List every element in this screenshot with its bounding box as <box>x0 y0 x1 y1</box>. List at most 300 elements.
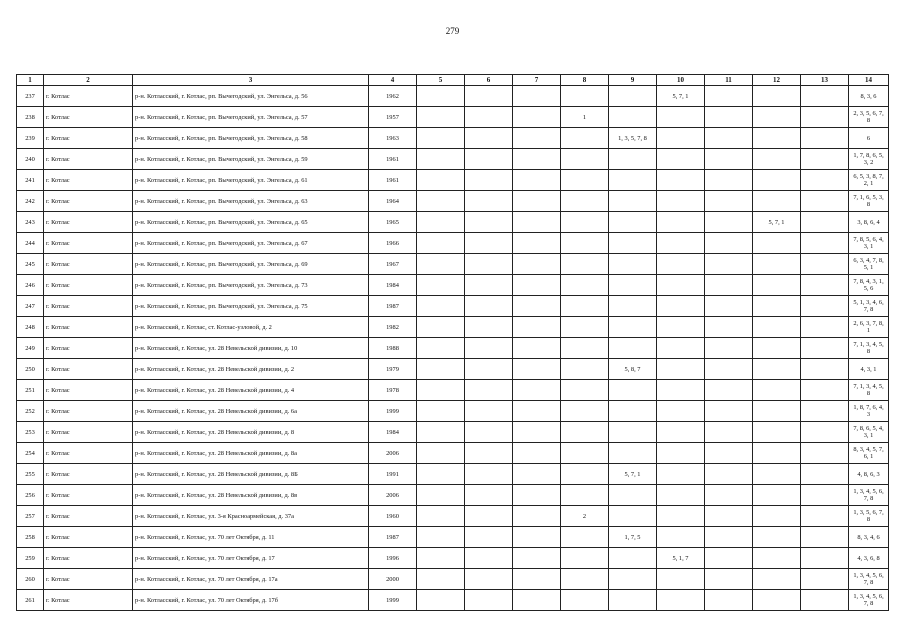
col11-cell <box>705 590 753 611</box>
col10-cell <box>657 296 705 317</box>
row-number: 251 <box>17 380 44 401</box>
address-cell: р-н. Котласский, г. Котлас, ул. 70 лет Октября, д. 17б <box>133 590 369 611</box>
address-cell: р-н. Котласский, г. Котлас, рп. Вычегодский, ул. Энгельса, д. 67 <box>133 233 369 254</box>
col5-cell <box>417 527 465 548</box>
col9-cell <box>609 569 657 590</box>
col12-cell <box>753 191 801 212</box>
row-number: 258 <box>17 527 44 548</box>
col12-cell <box>753 359 801 380</box>
col5-cell <box>417 233 465 254</box>
col14-cell: 8, 3, 4, 6 <box>849 527 889 548</box>
col12-cell <box>753 317 801 338</box>
year-cell: 1964 <box>369 191 417 212</box>
year-cell: 2000 <box>369 569 417 590</box>
col12-cell <box>753 338 801 359</box>
col9-cell <box>609 443 657 464</box>
table-body <box>17 86 889 611</box>
row-number: 238 <box>17 107 44 128</box>
col10-cell <box>657 254 705 275</box>
col6-cell <box>465 128 513 149</box>
year-cell: 1999 <box>369 401 417 422</box>
col5-cell <box>417 338 465 359</box>
col5-cell <box>417 275 465 296</box>
col10-cell <box>657 464 705 485</box>
col6-cell <box>465 107 513 128</box>
col7-cell <box>513 128 561 149</box>
city-cell: г. Котлас <box>44 275 133 296</box>
column-header-5: 5 <box>417 75 465 86</box>
col14-cell: 3, 8, 6, 4 <box>849 212 889 233</box>
col7-cell <box>513 275 561 296</box>
col12-cell <box>753 401 801 422</box>
col13-cell <box>801 380 849 401</box>
col11-cell <box>705 485 753 506</box>
year-cell: 1984 <box>369 422 417 443</box>
col6-cell <box>465 338 513 359</box>
col13-cell <box>801 128 849 149</box>
column-header-10: 10 <box>657 75 705 86</box>
col8-cell <box>561 296 609 317</box>
col13-cell <box>801 506 849 527</box>
table-row <box>17 359 889 380</box>
city-cell: г. Котлас <box>44 212 133 233</box>
year-cell: 1987 <box>369 296 417 317</box>
col14-cell: 1, 8, 7, 6, 4, 3 <box>849 401 889 422</box>
row-number: 252 <box>17 401 44 422</box>
col8-cell: 1 <box>561 107 609 128</box>
col5-cell <box>417 548 465 569</box>
col7-cell <box>513 401 561 422</box>
col14-cell: 1, 3, 5, 6, 7, 8 <box>849 506 889 527</box>
col12-cell <box>753 485 801 506</box>
col13-cell <box>801 191 849 212</box>
col6-cell <box>465 569 513 590</box>
col7-cell <box>513 254 561 275</box>
col7-cell <box>513 422 561 443</box>
address-cell: р-н. Котласский, г. Котлас, ул. 28 Невельской дивизии, д. 8в <box>133 485 369 506</box>
table-row <box>17 527 889 548</box>
year-cell: 1961 <box>369 170 417 191</box>
col13-cell <box>801 317 849 338</box>
col6-cell <box>465 401 513 422</box>
col10-cell <box>657 485 705 506</box>
city-cell: г. Котлас <box>44 380 133 401</box>
col7-cell <box>513 233 561 254</box>
col5-cell <box>417 254 465 275</box>
col14-cell: 6, 5, 3, 8, 7, 2, 1 <box>849 170 889 191</box>
col13-cell <box>801 338 849 359</box>
col8-cell <box>561 233 609 254</box>
col5-cell <box>417 422 465 443</box>
col11-cell <box>705 422 753 443</box>
column-header-12: 12 <box>753 75 801 86</box>
city-cell: г. Котлас <box>44 485 133 506</box>
table-row <box>17 422 889 443</box>
column-header-4: 4 <box>369 75 417 86</box>
address-cell: р-н. Котласский, г. Котлас, рп. Вычегодский, ул. Энгельса, д. 61 <box>133 170 369 191</box>
col9-cell <box>609 506 657 527</box>
col7-cell <box>513 527 561 548</box>
city-cell: г. Котлас <box>44 506 133 527</box>
address-cell: р-н. Котласский, г. Котлас, ул. 28 Невельской дивизии, д. 10 <box>133 338 369 359</box>
col6-cell <box>465 359 513 380</box>
col7-cell <box>513 485 561 506</box>
col10-cell <box>657 212 705 233</box>
col6-cell <box>465 149 513 170</box>
city-cell: г. Котлас <box>44 338 133 359</box>
col6-cell <box>465 506 513 527</box>
col12-cell <box>753 506 801 527</box>
row-number: 259 <box>17 548 44 569</box>
table-row <box>17 212 889 233</box>
col5-cell <box>417 380 465 401</box>
col10-cell <box>657 569 705 590</box>
col13-cell <box>801 443 849 464</box>
address-cell: р-н. Котласский, г. Котлас, рп. Вычегодский, ул. Энгельса, д. 73 <box>133 275 369 296</box>
col10-cell <box>657 149 705 170</box>
col7-cell <box>513 170 561 191</box>
header-row <box>17 75 889 86</box>
address-cell: р-н. Котласский, г. Котлас, рп. Вычегодский, ул. Энгельса, д. 75 <box>133 296 369 317</box>
col12-cell <box>753 128 801 149</box>
col6-cell <box>465 380 513 401</box>
row-number: 255 <box>17 464 44 485</box>
col7-cell <box>513 506 561 527</box>
row-number: 249 <box>17 338 44 359</box>
col12-cell <box>753 590 801 611</box>
city-cell: г. Котлас <box>44 443 133 464</box>
col8-cell <box>561 380 609 401</box>
col13-cell <box>801 296 849 317</box>
col8-cell <box>561 317 609 338</box>
col9-cell <box>609 338 657 359</box>
city-cell: г. Котлас <box>44 128 133 149</box>
col9-cell <box>609 548 657 569</box>
address-cell: р-н. Котласский, г. Котлас, ул. 3-я Красноармейская, д. 37а <box>133 506 369 527</box>
col5-cell <box>417 590 465 611</box>
col7-cell <box>513 191 561 212</box>
city-cell: г. Котлас <box>44 569 133 590</box>
col11-cell <box>705 254 753 275</box>
col7-cell <box>513 548 561 569</box>
col11-cell <box>705 86 753 107</box>
col12-cell <box>753 254 801 275</box>
address-cell: р-н. Котласский, г. Котлас, ул. 28 Невельской дивизии, д. 8а <box>133 443 369 464</box>
col9-cell <box>609 149 657 170</box>
col11-cell <box>705 380 753 401</box>
address-cell: р-н. Котласский, г. Котлас, ул. 28 Невельской дивизии, д. 2 <box>133 359 369 380</box>
address-cell: р-н. Котласский, г. Котлас, ул. 70 лет Октября, д. 11 <box>133 527 369 548</box>
col8-cell <box>561 86 609 107</box>
col5-cell <box>417 317 465 338</box>
col14-cell: 8, 3, 6 <box>849 86 889 107</box>
col9-cell <box>609 170 657 191</box>
row-number: 241 <box>17 170 44 191</box>
address-cell: р-н. Котласский, г. Котлас, рп. Вычегодский, ул. Энгельса, д. 57 <box>133 107 369 128</box>
col7-cell <box>513 86 561 107</box>
col11-cell <box>705 506 753 527</box>
row-number: 240 <box>17 149 44 170</box>
col10-cell <box>657 170 705 191</box>
col10-cell: 5, 7, 1 <box>657 86 705 107</box>
column-header-13: 13 <box>801 75 849 86</box>
col8-cell <box>561 191 609 212</box>
col9-cell <box>609 233 657 254</box>
col11-cell <box>705 338 753 359</box>
col14-cell: 2, 3, 5, 6, 7, 8 <box>849 107 889 128</box>
col14-cell: 6, 3, 4, 7, 8, 5, 1 <box>849 254 889 275</box>
year-cell: 1984 <box>369 275 417 296</box>
col14-cell: 7, 1, 3, 4, 5, 8 <box>849 380 889 401</box>
col6-cell <box>465 422 513 443</box>
city-cell: г. Котлас <box>44 233 133 254</box>
col13-cell <box>801 548 849 569</box>
year-cell: 1963 <box>369 128 417 149</box>
table-row <box>17 506 889 527</box>
col6-cell <box>465 170 513 191</box>
col5-cell <box>417 443 465 464</box>
col11-cell <box>705 443 753 464</box>
col8-cell <box>561 149 609 170</box>
column-header-6: 6 <box>465 75 513 86</box>
row-number: 242 <box>17 191 44 212</box>
address-cell: р-н. Котласский, г. Котлас, рп. Вычегодский, ул. Энгельса, д. 56 <box>133 86 369 107</box>
col6-cell <box>465 485 513 506</box>
col7-cell <box>513 149 561 170</box>
city-cell: г. Котлас <box>44 548 133 569</box>
col6-cell <box>465 254 513 275</box>
address-cell: р-н. Котласский, г. Котлас, рп. Вычегодский, ул. Энгельса, д. 63 <box>133 191 369 212</box>
col8-cell <box>561 569 609 590</box>
col10-cell <box>657 359 705 380</box>
col12-cell <box>753 233 801 254</box>
row-number: 256 <box>17 485 44 506</box>
col9-cell: 1, 3, 5, 7, 8 <box>609 128 657 149</box>
col8-cell <box>561 548 609 569</box>
year-cell: 2006 <box>369 443 417 464</box>
col5-cell <box>417 128 465 149</box>
address-cell: р-н. Котласский, г. Котлас, ст. Котлас-узловой, д. 2 <box>133 317 369 338</box>
row-number: 253 <box>17 422 44 443</box>
col14-cell: 8, 3, 4, 5, 7, 6, 1 <box>849 443 889 464</box>
address-cell: р-н. Котласский, г. Котлас, ул. 28 Невельской дивизии, д. 8Б <box>133 464 369 485</box>
row-number: 248 <box>17 317 44 338</box>
col10-cell <box>657 527 705 548</box>
col5-cell <box>417 464 465 485</box>
row-number: 254 <box>17 443 44 464</box>
city-cell: г. Котлас <box>44 464 133 485</box>
col13-cell <box>801 233 849 254</box>
col8-cell <box>561 254 609 275</box>
city-cell: г. Котлас <box>44 401 133 422</box>
city-cell: г. Котлас <box>44 149 133 170</box>
col11-cell <box>705 170 753 191</box>
col9-cell: 5, 7, 1 <box>609 464 657 485</box>
city-cell: г. Котлас <box>44 170 133 191</box>
col10-cell <box>657 443 705 464</box>
col14-cell: 6 <box>849 128 889 149</box>
row-number: 245 <box>17 254 44 275</box>
col9-cell <box>609 254 657 275</box>
row-number: 247 <box>17 296 44 317</box>
col11-cell <box>705 317 753 338</box>
col12-cell <box>753 170 801 191</box>
column-header-7: 7 <box>513 75 561 86</box>
col12-cell <box>753 527 801 548</box>
col6-cell <box>465 464 513 485</box>
year-cell: 1987 <box>369 527 417 548</box>
col10-cell <box>657 107 705 128</box>
col8-cell <box>561 338 609 359</box>
col13-cell <box>801 254 849 275</box>
page-number: 279 <box>445 26 460 36</box>
city-cell: г. Котлас <box>44 86 133 107</box>
col11-cell <box>705 464 753 485</box>
col8-cell <box>561 590 609 611</box>
col13-cell <box>801 212 849 233</box>
col9-cell <box>609 107 657 128</box>
col12-cell <box>753 548 801 569</box>
col10-cell <box>657 422 705 443</box>
col12-cell <box>753 569 801 590</box>
city-cell: г. Котлас <box>44 317 133 338</box>
col13-cell <box>801 107 849 128</box>
col5-cell <box>417 170 465 191</box>
col14-cell: 7, 1, 6, 5, 3, 8 <box>849 191 889 212</box>
column-header-1: 1 <box>17 75 44 86</box>
col6-cell <box>465 317 513 338</box>
col10-cell <box>657 590 705 611</box>
row-number: 261 <box>17 590 44 611</box>
address-cell: р-н. Котласский, г. Котлас, ул. 28 Невельской дивизии, д. 8 <box>133 422 369 443</box>
table-row <box>17 149 889 170</box>
city-cell: г. Котлас <box>44 359 133 380</box>
column-header-3: 3 <box>133 75 369 86</box>
col8-cell: 2 <box>561 506 609 527</box>
table-row <box>17 107 889 128</box>
col5-cell <box>417 212 465 233</box>
col11-cell <box>705 359 753 380</box>
address-cell: р-н. Котласский, г. Котлас, ул. 70 лет Октября, д. 17а <box>133 569 369 590</box>
col7-cell <box>513 569 561 590</box>
col12-cell <box>753 380 801 401</box>
col12-cell <box>753 275 801 296</box>
col14-cell: 1, 7, 8, 6, 5, 3, 2 <box>849 149 889 170</box>
col13-cell <box>801 485 849 506</box>
table-row <box>17 128 889 149</box>
col5-cell <box>417 359 465 380</box>
col13-cell <box>801 527 849 548</box>
col7-cell <box>513 338 561 359</box>
col9-cell <box>609 485 657 506</box>
address-cell: р-н. Котласский, г. Котлас, рп. Вычегодский, ул. Энгельса, д. 59 <box>133 149 369 170</box>
col14-cell: 2, 6, 3, 7, 8, 1 <box>849 317 889 338</box>
year-cell: 1979 <box>369 359 417 380</box>
col14-cell: 7, 8, 6, 5, 4, 3, 1 <box>849 422 889 443</box>
table-row <box>17 443 889 464</box>
col10-cell <box>657 128 705 149</box>
col10-cell <box>657 233 705 254</box>
table-row <box>17 590 889 611</box>
col6-cell <box>465 275 513 296</box>
col6-cell <box>465 548 513 569</box>
col7-cell <box>513 443 561 464</box>
city-cell: г. Котлас <box>44 527 133 548</box>
col10-cell <box>657 401 705 422</box>
city-cell: г. Котлас <box>44 254 133 275</box>
year-cell: 2006 <box>369 485 417 506</box>
col7-cell <box>513 359 561 380</box>
table-row <box>17 191 889 212</box>
col14-cell: 4, 3, 1 <box>849 359 889 380</box>
column-header-14: 14 <box>849 75 889 86</box>
table-row <box>17 317 889 338</box>
col7-cell <box>513 212 561 233</box>
column-header-11: 11 <box>705 75 753 86</box>
col11-cell <box>705 233 753 254</box>
row-number: 239 <box>17 128 44 149</box>
row-number: 246 <box>17 275 44 296</box>
col11-cell <box>705 548 753 569</box>
col9-cell <box>609 212 657 233</box>
col9-cell <box>609 317 657 338</box>
col11-cell <box>705 275 753 296</box>
col14-cell: 1, 3, 4, 5, 6, 7, 8 <box>849 569 889 590</box>
col10-cell <box>657 317 705 338</box>
col7-cell <box>513 107 561 128</box>
city-cell: г. Котлас <box>44 590 133 611</box>
col13-cell <box>801 464 849 485</box>
col5-cell <box>417 149 465 170</box>
table-row <box>17 338 889 359</box>
col12-cell <box>753 86 801 107</box>
col13-cell <box>801 149 849 170</box>
address-cell: р-н. Котласский, г. Котлас, рп. Вычегодский, ул. Энгельса, д. 69 <box>133 254 369 275</box>
col8-cell <box>561 443 609 464</box>
city-cell: г. Котлас <box>44 107 133 128</box>
col8-cell <box>561 128 609 149</box>
col9-cell <box>609 380 657 401</box>
year-cell: 1965 <box>369 212 417 233</box>
col6-cell <box>465 86 513 107</box>
col13-cell <box>801 590 849 611</box>
col8-cell <box>561 422 609 443</box>
col11-cell <box>705 149 753 170</box>
year-cell: 1996 <box>369 548 417 569</box>
address-cell: р-н. Котласский, г. Котлас, рп. Вычегодский, ул. Энгельса, д. 65 <box>133 212 369 233</box>
col11-cell <box>705 212 753 233</box>
col11-cell <box>705 107 753 128</box>
col13-cell <box>801 170 849 191</box>
column-header-9: 9 <box>609 75 657 86</box>
table-row <box>17 170 889 191</box>
col9-cell: 1, 7, 5 <box>609 527 657 548</box>
col14-cell: 4, 3, 6, 8 <box>849 548 889 569</box>
col11-cell <box>705 128 753 149</box>
col7-cell <box>513 380 561 401</box>
col14-cell: 7, 1, 3, 4, 5, 8 <box>849 338 889 359</box>
col9-cell <box>609 275 657 296</box>
year-cell: 1960 <box>369 506 417 527</box>
col12-cell <box>753 107 801 128</box>
address-cell: р-н. Котласский, г. Котлас, ул. 70 лет Октября, д. 17 <box>133 548 369 569</box>
table-row <box>17 233 889 254</box>
col7-cell <box>513 590 561 611</box>
table-row <box>17 485 889 506</box>
col12-cell <box>753 296 801 317</box>
col5-cell <box>417 86 465 107</box>
col9-cell <box>609 401 657 422</box>
